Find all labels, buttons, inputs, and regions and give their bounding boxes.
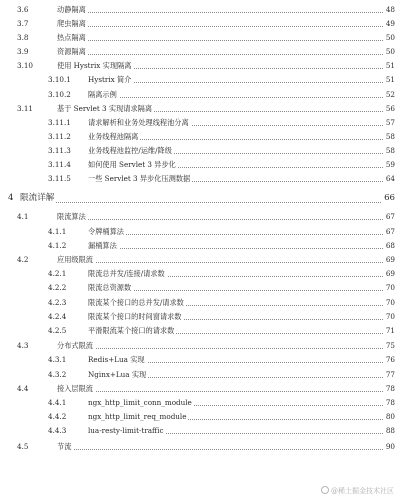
entry-title: 限流某个接口的总并发/请求数 xyxy=(88,298,184,307)
toc-entry xyxy=(0,158,412,171)
toc-entry xyxy=(0,368,412,381)
dot-leader xyxy=(57,40,395,41)
toc-entry xyxy=(0,281,412,294)
entry-page-number: 78 xyxy=(385,398,395,407)
watermark xyxy=(321,486,394,496)
entry-number: 4 xyxy=(8,193,14,203)
entry-number: 4.2.3 xyxy=(48,298,67,307)
entry-title: Nginx+Lua 实现 xyxy=(88,370,147,379)
entry-number: 4.4.3 xyxy=(48,426,67,435)
entry-number: 3.7 xyxy=(17,19,29,28)
entry-title: 隔离示例 xyxy=(88,90,117,99)
entry-title: 资源隔离 xyxy=(57,47,86,56)
entry-number: 3.11.1 xyxy=(48,118,71,127)
watermark-logo-icon xyxy=(321,486,329,494)
entry-number: 3.11.3 xyxy=(48,146,71,155)
entry-title: 令牌桶算法 xyxy=(88,227,124,236)
entry-number: 3.11.4 xyxy=(48,160,71,169)
toc-entry xyxy=(0,296,412,309)
entry-page-number: 75 xyxy=(385,341,395,350)
entry-title: 限流算法 xyxy=(57,212,86,221)
entry-page-number: 64 xyxy=(385,174,395,183)
entry-number: 4.2.2 xyxy=(48,283,67,292)
entry-page-number: 77 xyxy=(385,370,395,379)
toc-entry xyxy=(0,45,412,58)
entry-title: 平滑限流某个接口的请求数 xyxy=(88,326,175,335)
entry-title: 限流详解 xyxy=(20,191,56,206)
entry-number: 3.11.2 xyxy=(48,132,71,141)
entry-number: 4.2.4 xyxy=(48,312,67,321)
entry-page-number: 68 xyxy=(385,241,395,250)
entry-title: 限流总并发/连接/请求数 xyxy=(88,269,165,278)
entry-page-number: 90 xyxy=(385,442,395,451)
entry-title: 限流总资源数 xyxy=(88,283,132,292)
toc-entry xyxy=(0,396,412,409)
entry-number: 3.6 xyxy=(17,5,29,14)
entry-number: 4.1.2 xyxy=(48,241,67,250)
dot-leader xyxy=(88,234,395,235)
entry-page-number: 78 xyxy=(385,384,395,393)
toc-entry xyxy=(0,353,412,366)
toc-entry xyxy=(0,116,412,129)
entry-page-number: 88 xyxy=(385,426,395,435)
toc-entry xyxy=(0,102,412,115)
toc-entry xyxy=(0,172,412,185)
toc-entry xyxy=(0,88,412,101)
entry-title: lua-resty-limit-traffic xyxy=(88,426,164,435)
entry-page-number: 80 xyxy=(385,412,395,421)
entry-number: 4.3.2 xyxy=(48,370,67,379)
dot-leader xyxy=(57,348,395,349)
entry-title: 业务线程池监控/运维/降级 xyxy=(88,146,172,155)
entry-title: 限流某个接口的时间窗请求数 xyxy=(88,312,182,321)
entry-title: 使用 Hystrix 实现隔离 xyxy=(57,61,132,70)
entry-number: 4.3.1 xyxy=(48,355,67,364)
entry-page-number: 56 xyxy=(385,104,395,113)
dot-leader xyxy=(57,26,395,27)
entry-number: 4.2.1 xyxy=(48,269,67,278)
entry-number: 4.4 xyxy=(17,384,29,393)
toc-entry xyxy=(0,31,412,44)
entry-title: 应用级限流 xyxy=(57,255,93,264)
entry-page-number: 71 xyxy=(385,326,395,335)
entry-page-number: 70 xyxy=(385,283,395,292)
toc-entry xyxy=(0,382,412,395)
entry-title: ngx_http_limit_req_module xyxy=(88,412,187,421)
toc-entry xyxy=(0,144,412,157)
toc-entry xyxy=(0,17,412,30)
entry-number: 4.2 xyxy=(17,255,29,264)
entry-page-number: 49 xyxy=(385,19,395,28)
entry-title: 爬虫隔离 xyxy=(57,19,86,28)
dot-leader xyxy=(88,248,395,249)
entry-page-number: 51 xyxy=(385,61,395,70)
toc-entry xyxy=(0,73,412,86)
entry-number: 4.3 xyxy=(17,341,29,350)
entry-page-number: 70 xyxy=(385,312,395,321)
toc-entry xyxy=(0,267,412,280)
toc-entry xyxy=(0,59,412,72)
entry-title: Redis+Lua 实现 xyxy=(88,355,145,364)
dot-leader xyxy=(57,391,395,392)
toc-entry xyxy=(0,210,412,223)
entry-number: 4.4.2 xyxy=(48,412,67,421)
toc-entry xyxy=(0,310,412,323)
dot-leader xyxy=(57,12,395,13)
toc-entry xyxy=(0,130,412,143)
entry-page-number: 58 xyxy=(385,146,395,155)
toc-entry xyxy=(0,410,412,423)
toc-entry xyxy=(0,424,412,437)
entry-page-number: 67 xyxy=(385,227,395,236)
entry-number: 3.10.1 xyxy=(48,75,71,84)
entry-title: 基于 Servlet 3 实现请求隔离 xyxy=(57,104,153,113)
toc-entry xyxy=(0,3,412,16)
dot-leader xyxy=(57,449,395,450)
toc-entry xyxy=(0,324,412,337)
entry-page-number: 66 xyxy=(382,191,395,206)
entry-page-number: 50 xyxy=(385,47,395,56)
entry-page-number: 69 xyxy=(385,269,395,278)
entry-page-number: 51 xyxy=(385,75,395,84)
dot-leader xyxy=(20,202,395,203)
entry-title: 一些 Servlet 3 异步化压测数据 xyxy=(88,174,191,183)
entry-title: 业务线程池隔离 xyxy=(88,132,139,141)
entry-page-number: 58 xyxy=(385,132,395,141)
entry-number: 4.1.1 xyxy=(48,227,67,236)
entry-page-number: 50 xyxy=(385,33,395,42)
entry-number: 4.1 xyxy=(17,212,29,221)
entry-number: 4.4.1 xyxy=(48,398,67,407)
dot-leader xyxy=(57,219,395,220)
entry-number: 3.11 xyxy=(17,104,34,113)
entry-page-number: 67 xyxy=(385,212,395,221)
dot-leader xyxy=(88,290,395,291)
entry-page-number: 59 xyxy=(385,160,395,169)
dot-leader xyxy=(57,262,395,263)
toc-entry xyxy=(0,225,412,238)
entry-page-number: 52 xyxy=(385,90,395,99)
entry-number: 4.2.5 xyxy=(48,326,67,335)
entry-number: 4.5 xyxy=(17,442,29,451)
entry-number: 3.9 xyxy=(17,47,29,56)
entry-page-number: 69 xyxy=(385,255,395,264)
entry-title: 动静隔离 xyxy=(57,5,86,14)
entry-page-number: 70 xyxy=(385,298,395,307)
dot-leader xyxy=(57,54,395,55)
entry-title: Hystrix 简介 xyxy=(88,75,132,84)
entry-page-number: 76 xyxy=(385,355,395,364)
entry-number: 3.10.2 xyxy=(48,90,71,99)
entry-title: 漏桶算法 xyxy=(88,241,117,250)
entry-title: 热点隔离 xyxy=(57,33,86,42)
dot-leader xyxy=(88,82,395,83)
entry-title: 请求解析和业务处理线程池分离 xyxy=(88,118,189,127)
toc-entry xyxy=(0,239,412,252)
entry-title: 节流 xyxy=(57,442,72,451)
entry-title: 如何使用 Servlet 3 异步化 xyxy=(88,160,176,169)
toc-entry xyxy=(0,440,412,453)
dot-leader xyxy=(88,97,395,98)
entry-title: ngx_http_limit_conn_module xyxy=(88,398,192,407)
toc-entry xyxy=(0,339,412,352)
entry-title: 接入层限流 xyxy=(57,384,93,393)
entry-number: 3.10 xyxy=(17,61,34,70)
toc-entry xyxy=(0,253,412,266)
toc-chapter-row xyxy=(0,191,412,206)
watermark-text: @稀土掘金技术社区 xyxy=(331,487,394,495)
entry-page-number: 48 xyxy=(385,5,395,14)
entry-number: 3.11.5 xyxy=(48,174,71,183)
entry-page-number: 57 xyxy=(385,118,395,127)
entry-title: 分布式限流 xyxy=(57,341,93,350)
entry-number: 3.8 xyxy=(17,33,29,42)
